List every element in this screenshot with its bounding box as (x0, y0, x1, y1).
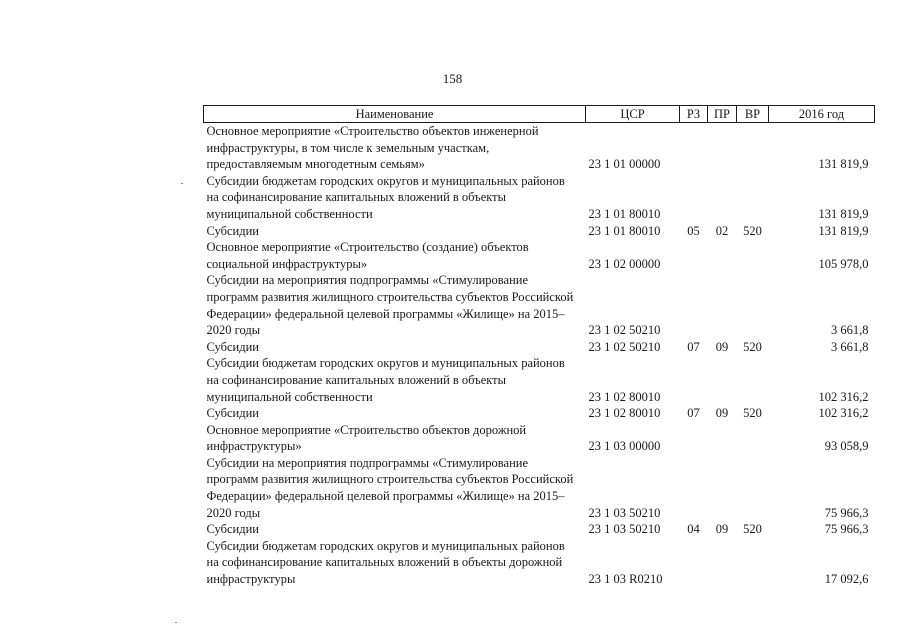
row-rz (680, 538, 708, 588)
table-row (204, 422, 875, 455)
row-amount: 102 316,2 (818, 406, 869, 421)
row-csr: 23 1 01 80010 (588, 223, 661, 238)
row-csr: 23 1 02 80010 (588, 406, 661, 421)
row-rz: 05 (687, 223, 700, 238)
row-rz (680, 422, 708, 455)
row-rz: 07 (687, 339, 700, 354)
row-name-line: Субсидии на мероприятия подпрограммы «Стимулирование (206, 455, 529, 470)
row-pr (708, 239, 737, 272)
row-amount: 75 966,3 (824, 522, 869, 537)
table-header (204, 106, 875, 123)
row-csr: 23 1 01 00000 (588, 157, 661, 172)
row-csr: 23 1 03 00000 (588, 439, 661, 454)
row-rz: 07 (687, 406, 700, 421)
row-name-line: муниципальной собственности (206, 206, 373, 221)
row-rz (680, 355, 708, 405)
row-pr (708, 538, 737, 588)
row-pr (708, 455, 737, 521)
row-name (204, 405, 586, 422)
row-name-line: Основное мероприятие «Строительство (создание) объектов (206, 240, 529, 255)
row-name-line: на софинансирование капитальных вложений в объекты дорожной (206, 555, 563, 570)
table-row (204, 272, 875, 338)
row-name-line: 2020 годы (206, 505, 261, 520)
row-amount: 131 819,9 (818, 206, 869, 221)
row-name (204, 455, 586, 521)
row-name-line: Субсидии бюджетам городских округов и муниципальных районов (206, 538, 565, 553)
table-row (204, 173, 875, 223)
row-rz: 04 (687, 522, 700, 537)
row-csr: 23 1 03 50210 (588, 522, 661, 537)
row-pr (708, 173, 737, 223)
row-name-line: программ развития жилищного строительства субъектов Российской (206, 289, 574, 304)
page-number: 158 (442, 71, 463, 86)
row-vr (737, 538, 769, 588)
scan-speck (181, 183, 183, 184)
row-name (204, 223, 586, 240)
row-pr: 02 (715, 223, 729, 238)
row-name-line: Субсидии (206, 406, 259, 421)
row-vr (737, 239, 769, 272)
row-rz (680, 272, 708, 338)
table-row (204, 123, 875, 173)
row-name-line: инфраструктуры» (206, 439, 302, 454)
row-vr: 520 (743, 223, 762, 238)
row-vr: 520 (743, 406, 762, 421)
row-csr: 23 1 01 80010 (588, 206, 661, 221)
header-rz: РЗ (680, 106, 708, 123)
header-year: 2016 год (769, 106, 875, 123)
row-vr (737, 272, 769, 338)
row-csr: 23 1 03 50210 (588, 505, 661, 520)
row-name-line: инфраструктуры, в том числе к земельным участкам, (206, 140, 490, 155)
budget-table (203, 105, 875, 588)
row-vr (737, 455, 769, 521)
row-csr: 23 1 02 50210 (588, 339, 661, 354)
table-row (204, 521, 875, 538)
row-pr: 09 (715, 339, 729, 354)
row-name-line: социальной инфраструктуры» (206, 256, 368, 271)
header-pr: ПР (708, 106, 737, 123)
row-name-line: Федерации» федеральной целевой программы «Жилище» на 2015– (206, 489, 565, 504)
row-name-line: Основное мероприятие «Строительство объектов дорожной (206, 422, 527, 437)
header-vr: ВР (737, 106, 769, 123)
row-pr (708, 422, 737, 455)
table-row (204, 405, 875, 422)
header-csr: ЦСР (586, 106, 680, 123)
row-name (204, 355, 586, 405)
row-name (204, 123, 586, 173)
row-name (204, 239, 586, 272)
row-name (204, 339, 586, 356)
row-pr (708, 355, 737, 405)
row-name-line: на софинансирование капитальных вложений в объекты (206, 372, 507, 387)
row-rz (680, 173, 708, 223)
row-name-line: Субсидии на мероприятия подпрограммы «Стимулирование (206, 273, 529, 288)
row-name-line: Основное мероприятие «Строительство объектов инженерной (206, 124, 539, 138)
row-name (204, 538, 586, 588)
table-body (204, 123, 875, 588)
row-amount: 17 092,6 (824, 572, 869, 587)
row-name-line: Субсидии (206, 339, 259, 354)
row-name (204, 272, 586, 338)
row-vr (737, 355, 769, 405)
table-row (204, 455, 875, 521)
row-name-line: Федерации» федеральной целевой программы «Жилище» на 2015– (206, 306, 565, 321)
row-amount: 75 966,3 (824, 505, 869, 520)
row-vr: 520 (743, 339, 762, 354)
row-vr: 520 (743, 522, 762, 537)
row-name-line: Субсидии бюджетам городских округов и муниципальных районов (206, 356, 565, 371)
row-name-line: Субсидии (206, 223, 259, 238)
row-name-line: программ развития жилищного строительства субъектов Российской (206, 472, 574, 487)
table-row (204, 355, 875, 405)
row-name-line: муниципальной собственности (206, 389, 373, 404)
table-row (204, 223, 875, 240)
row-rz (680, 239, 708, 272)
table-row (204, 239, 875, 272)
row-name-line: инфраструктуры (206, 572, 296, 587)
row-csr: 23 1 03 R0210 (588, 572, 663, 587)
row-pr (708, 123, 737, 173)
row-csr: 23 1 02 80010 (588, 389, 661, 404)
row-pr: 09 (715, 406, 729, 421)
scan-speck (175, 622, 177, 623)
row-pr: 09 (715, 522, 729, 537)
row-vr (737, 422, 769, 455)
row-amount: 3 661,8 (831, 339, 869, 354)
table-row (204, 538, 875, 588)
row-name (204, 422, 586, 455)
row-amount: 131 819,9 (818, 157, 869, 172)
row-name (204, 173, 586, 223)
row-vr (737, 173, 769, 223)
row-amount: 3 661,8 (831, 323, 869, 338)
row-pr (708, 272, 737, 338)
row-name-line: на софинансирование капитальных вложений в объекты (206, 190, 507, 205)
row-name-line: Субсидии (206, 522, 259, 537)
row-rz (680, 123, 708, 173)
row-csr: 23 1 02 00000 (588, 256, 661, 271)
row-name (204, 521, 586, 538)
row-name-line: Субсидии бюджетам городских округов и муниципальных районов (206, 173, 565, 188)
row-vr (737, 123, 769, 173)
table-row (204, 339, 875, 356)
row-amount: 102 316,2 (818, 389, 869, 404)
row-amount: 105 978,0 (818, 256, 869, 271)
row-amount: 93 058,9 (824, 439, 869, 454)
row-name-line: 2020 годы (206, 323, 261, 338)
row-name-line: предоставляемым многодетным семьям» (206, 157, 425, 172)
header-name: Наименование (204, 106, 586, 123)
row-rz (680, 455, 708, 521)
row-amount: 131 819,9 (818, 223, 869, 238)
row-csr: 23 1 02 50210 (588, 323, 661, 338)
